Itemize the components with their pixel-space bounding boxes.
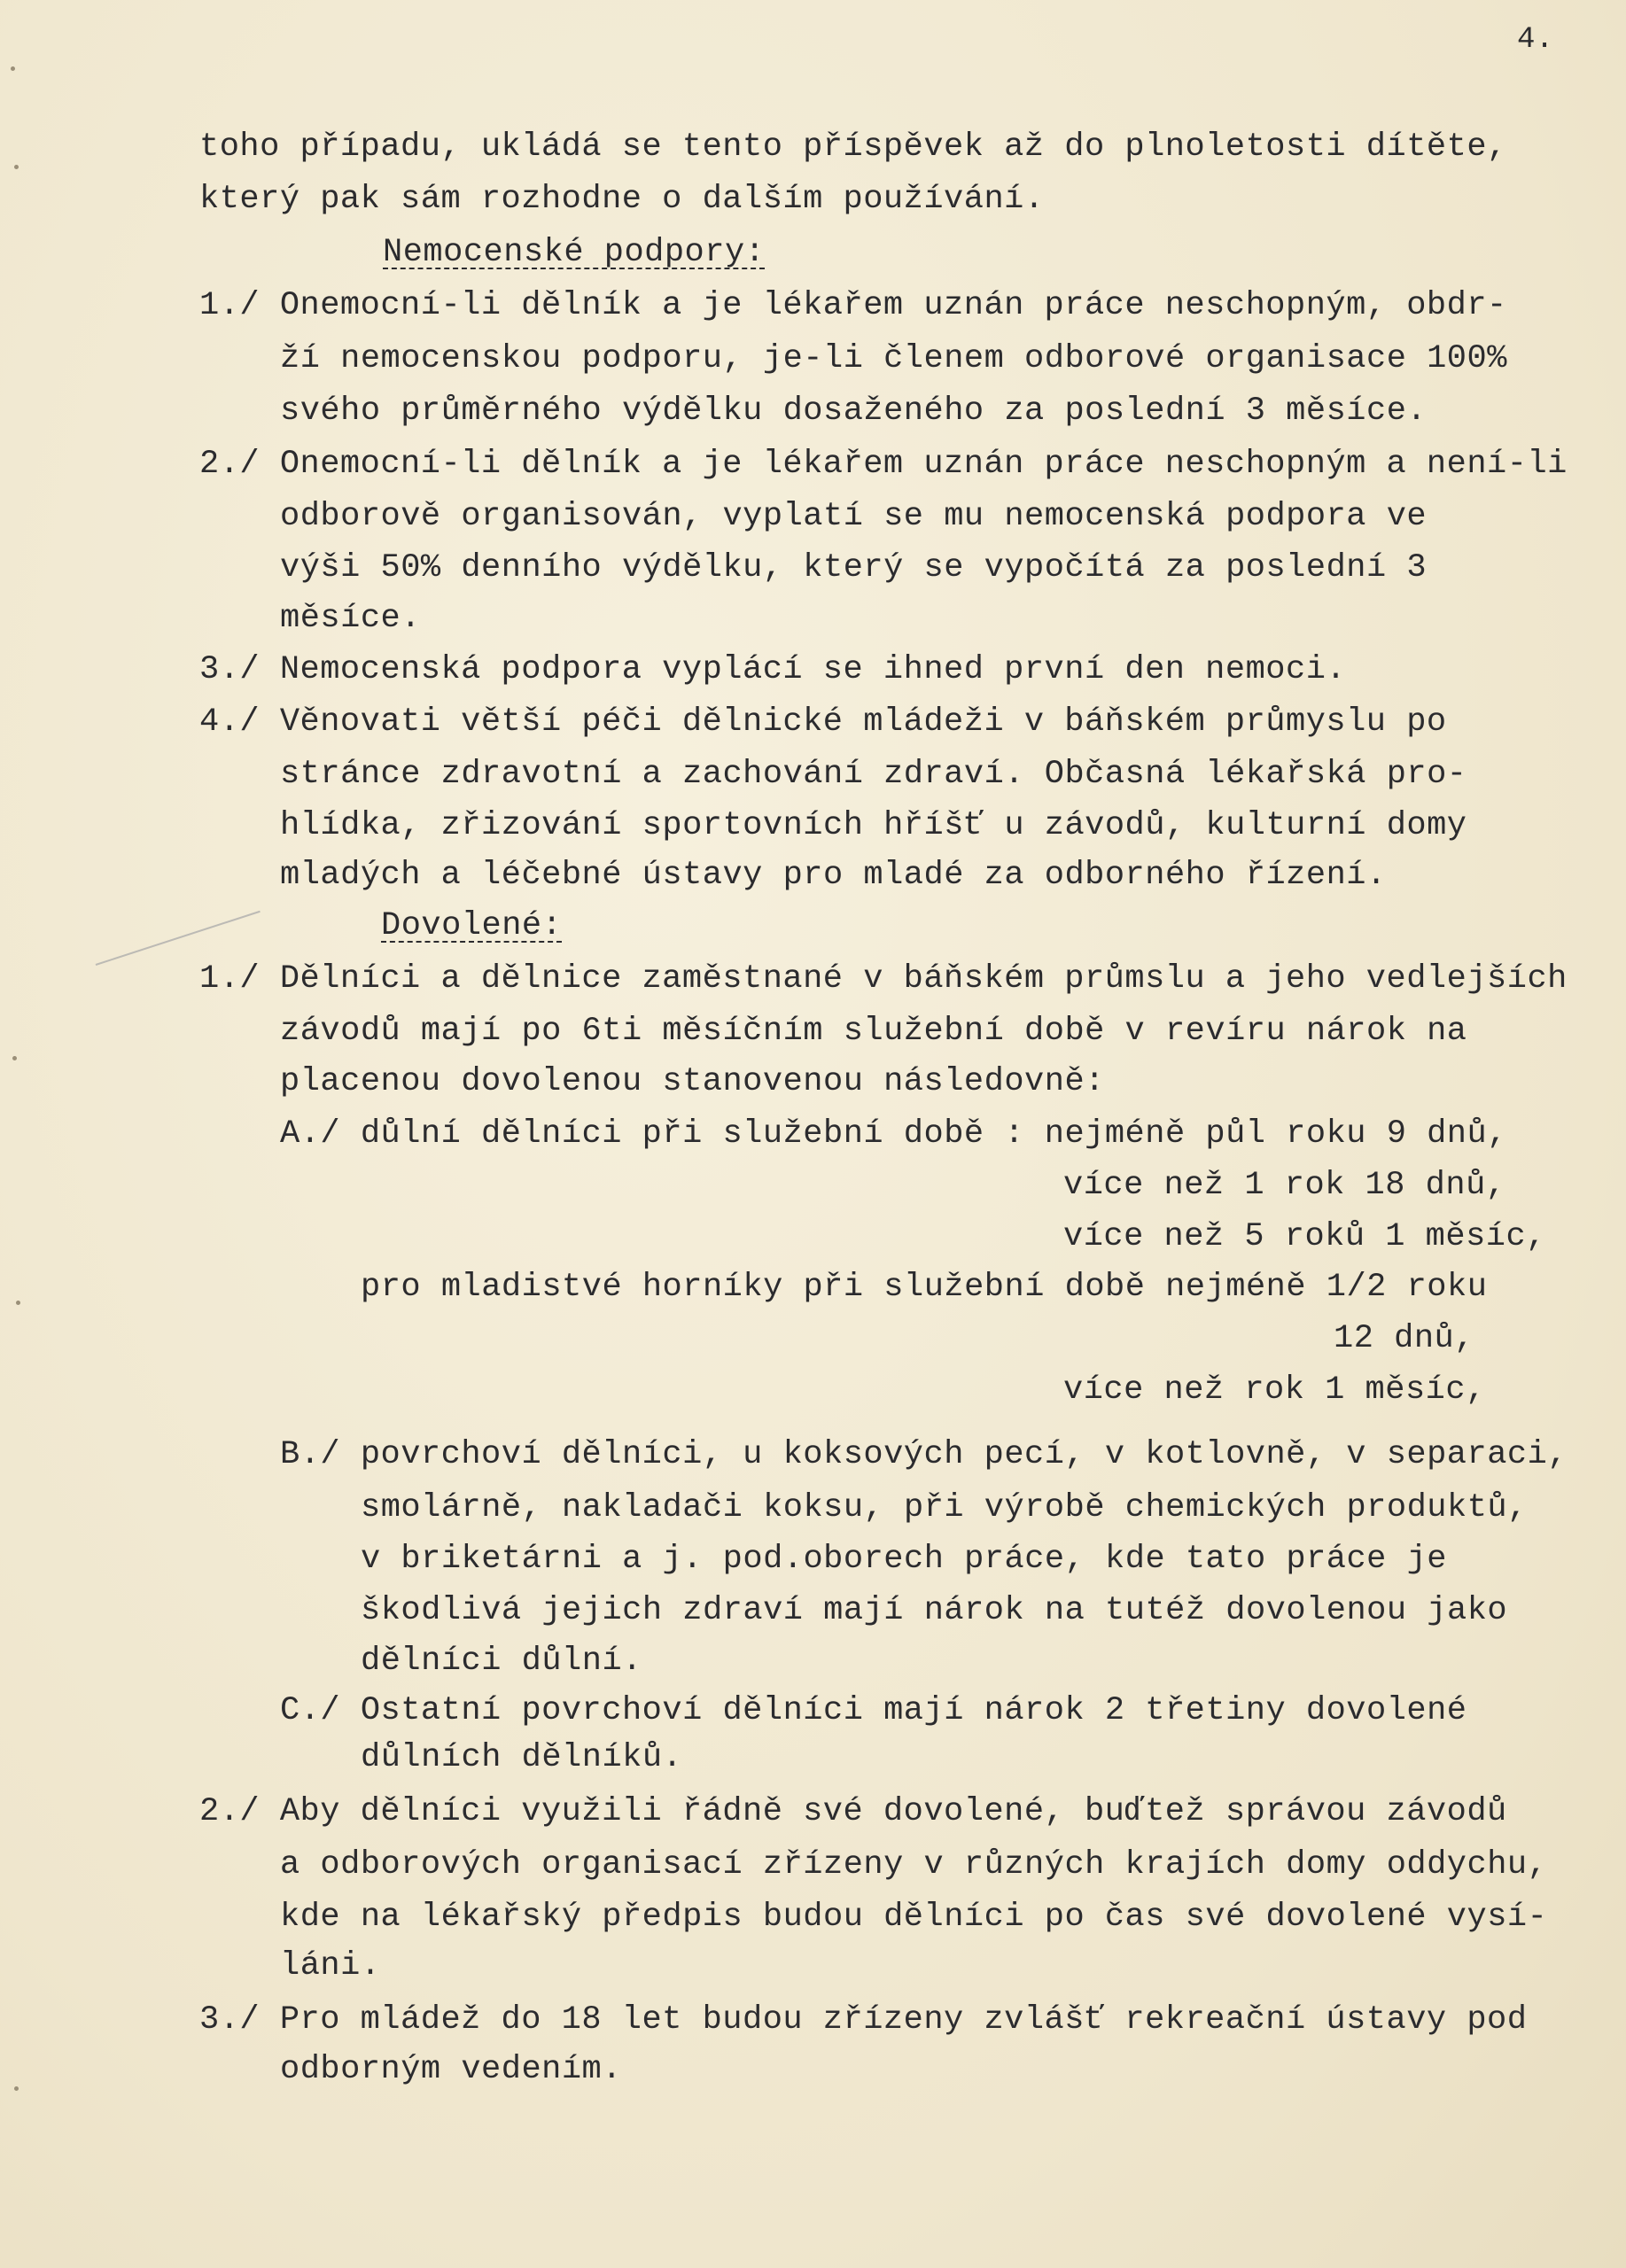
text-line: toho případu, ukládá se tento příspěvek až do plnoletosti dítěte, <box>199 128 1507 166</box>
text-line: závodů mají po 6ti měsíčním služební době v revíru nárok na <box>280 1013 1467 1050</box>
text-line: v briketárni a j. pod.oborech práce, kde tato práce je <box>361 1541 1447 1578</box>
text-line: smolárně, nakladači koksu, při výrobě chemických produktů, <box>361 1489 1528 1526</box>
list-item: 2./ Onemocní-li dělník a je lékařem uznán práce neschopným a není-li <box>199 446 1568 483</box>
sub-item: C./ Ostatní povrchoví dělníci mají nárok 2 třetiny dovolené <box>280 1692 1467 1729</box>
list-item: 3./ Pro mládež do 18 let budou zřízeny zvlášť rekreační ústavy pod <box>199 2001 1528 2039</box>
text-line: láni. <box>280 1947 381 1984</box>
text-line: svého průměrného výdělku dosaženého za poslední 3 měsíce. <box>280 392 1428 430</box>
text-line: placenou dovolenou stanovenou následovně: <box>280 1063 1105 1100</box>
text-line: více než 5 roků 1 měsíc, <box>1063 1218 1546 1255</box>
text-line: který pak sám rozhodne o dalším používání. <box>199 181 1045 218</box>
list-item: 1./ Dělníci a dělnice zaměstnané v báňském průmslu a jeho vedlejších <box>199 960 1568 998</box>
text-line: ží nemocenskou podporu, je-li členem odborové organisace 100% <box>280 340 1507 377</box>
sub-item: B./ povrchoví dělníci, u koksových pecí, v kotlovně, v separaci, <box>280 1436 1568 1473</box>
text-line: odborově organisován, vyplatí se mu nemocenská podpora ve <box>280 498 1428 535</box>
text-line: hlídka, zřizování sportovních hříšť u závodů, kulturní domy <box>280 807 1467 844</box>
page-number: 4. <box>1517 23 1554 57</box>
text-line: více než rok 1 měsíc, <box>1063 1371 1486 1409</box>
text-line: více než 1 rok 18 dnů, <box>1063 1167 1506 1204</box>
text-line: výši 50% denního výdělku, který se vypočítá za poslední 3 <box>280 549 1428 586</box>
text-line: stránce zdravotní a zachování zdraví. Občasná lékařská pro- <box>280 756 1467 793</box>
text-line: pro mladistvé horníky při služební době nejméně 1/2 roku <box>361 1269 1488 1306</box>
pencil-mark <box>96 911 261 966</box>
text-line: dělníci důlní. <box>361 1643 642 1680</box>
section-heading-holidays: Dovolené: <box>381 907 563 944</box>
section-heading-sick-benefits: Nemocenské podpory: <box>383 234 766 271</box>
list-item: 1./ Onemocní-li dělník a je lékařem uznán práce neschopným, obdr- <box>199 287 1507 324</box>
text-line: škodlivá jejich zdraví mají nárok na tutéž dovolenou jako <box>361 1592 1508 1629</box>
margin-dot <box>12 1056 17 1060</box>
text-line: odborným vedením. <box>280 2051 622 2088</box>
list-item: 2./ Aby dělníci využili řádně své dovolené, buďtež správou závodů <box>199 1793 1507 1830</box>
margin-dot <box>16 1301 20 1305</box>
list-item: 4./ Věnovati větší péči dělnické mládeži v báňském průmyslu po <box>199 703 1447 741</box>
text-line: měsíce. <box>280 600 421 637</box>
text-line: mladých a léčebné ústavy pro mladé za odborného řízení. <box>280 857 1387 894</box>
text-line: důlních dělníků. <box>361 1739 683 1776</box>
text-line: kde na lékařský předpis budou dělníci po čas své dovolené vysí- <box>280 1899 1548 1936</box>
sub-item: A./ důlní dělníci při služební době : nejméně půl roku 9 dnů, <box>280 1115 1507 1153</box>
margin-dot <box>14 2086 19 2091</box>
list-item: 3./ Nemocenská podpora vyplácí se ihned první den nemoci. <box>199 651 1347 688</box>
text-line: 12 dnů, <box>1334 1320 1474 1357</box>
margin-dot <box>14 165 19 169</box>
margin-dot <box>11 66 15 71</box>
text-line: a odborových organisací zřízeny v různých krajích domy oddychu, <box>280 1846 1548 1884</box>
